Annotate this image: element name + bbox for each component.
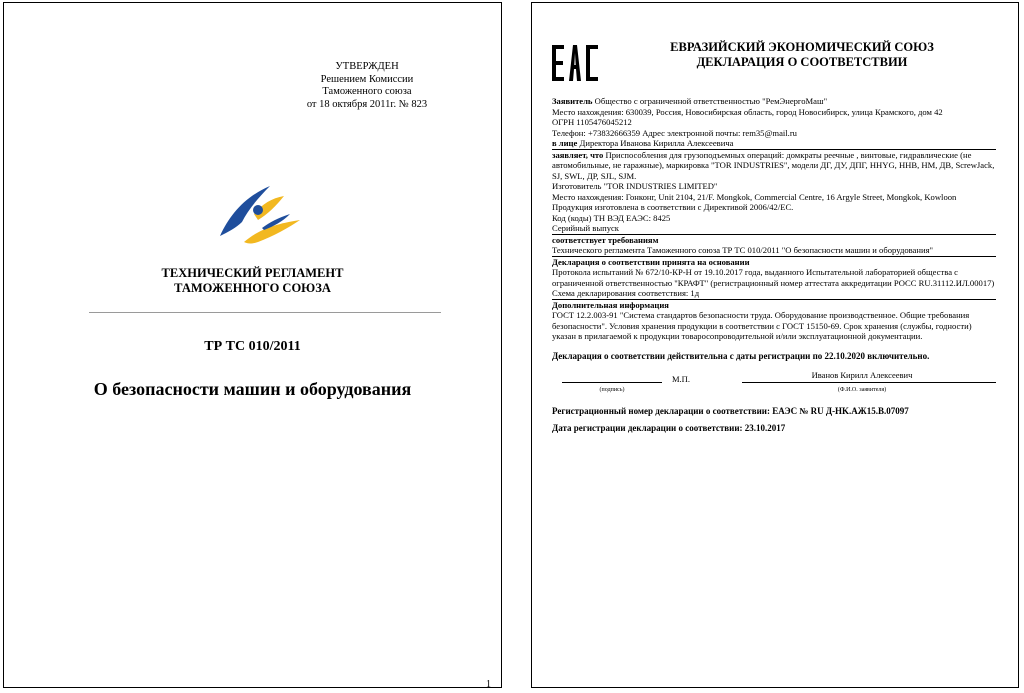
eac-mark-icon xyxy=(550,43,600,83)
regulation-number: ТР ТС 010/2011 xyxy=(204,339,301,354)
batch-type: Серийный выпуск xyxy=(552,223,619,233)
declaration-scheme: Схема декларирования соответствия: 1д xyxy=(552,288,700,298)
registration-date: Дата регистрации декларации о соответствии: 23.10.2017 xyxy=(552,422,786,433)
name-caption: (Ф.И.О. заявителя) xyxy=(837,387,887,393)
basis-label: Декларация о соответствии принята на основании xyxy=(552,256,750,267)
hs-code: Код (коды) ТН ВЭД ЕАЭС: 8425 xyxy=(552,212,671,223)
applicant-line: Заявитель Общество с ограниченной ответственностью "РемЭнергоМаш" xyxy=(552,96,828,106)
signer-name: Иванов Кирилл Алексеевич xyxy=(811,370,913,380)
signature-row xyxy=(552,370,996,396)
applicant-contacts: Телефон: +73832666359 Адрес электронной почты: rem35@mail.ru xyxy=(552,127,797,138)
regulation-cover-page xyxy=(3,2,502,688)
validity-statement: Декларация о соответствии действительна с даты регистрации по 22.10.2020 включительно. xyxy=(552,350,930,361)
declares-text: заявляет, что Приспособления для грузоподъемных операций: домкраты реечные , винтовые, гидравлические (не автомобильные, не гаражные), маркировка "TOR INDUSTRIES", модели ДГ, ДУ, ДПГ, HHYG, HHB, HM, ДВ, ScrewJack, SJ, SWL, ДР, SJL, SJM. xyxy=(552,149,995,181)
manufacturer: Изготовитель "TOR INDUSTRIES LIMITED" xyxy=(552,181,718,191)
applicant-ogrn: ОГРН 1105476045212 xyxy=(552,117,632,127)
stamp-placeholder: М.П. xyxy=(672,374,690,384)
customs-union-emblem-icon xyxy=(218,184,302,244)
additional-text: ГОСТ 12.2.003-91 "Система стандартов безопасности труда. Оборудование производственное. Общие требования безопасности". Условия хранения продукции в соответствии с ГОСТ 15150-69. Срок хранения (службы, годности) указан в прилагаемой к продукции товаросопроводительной и/или эксплуатационной документации. xyxy=(552,310,972,341)
manufacturer-address: Место нахождения: Гонконг, Unit 2104, 21/F. Mongkok, Commercial Centre, 16 Argyle Street, Mongkok, Kowloon xyxy=(552,191,957,202)
applicant-address: Место нахождения: 630039, Россия, Новосибирская область, город Новосибирск, улица Крамского, дом 42 xyxy=(552,106,943,117)
approval-line: Решением Комиссии xyxy=(320,73,414,85)
page-number: 1 xyxy=(486,679,491,690)
signature-caption: (подпись) xyxy=(599,387,625,393)
declaration-page xyxy=(531,2,1019,688)
approval-line: от 18 октября 2011г. № 823 xyxy=(306,98,428,110)
approval-block xyxy=(267,61,467,111)
regulation-subject: О безопасности машин и оборудования xyxy=(93,379,412,399)
approval-line: УТВЕРЖДЕН xyxy=(335,61,399,72)
applicant-person: в лице Директора Иванова Кирилла Алексеевича xyxy=(552,138,734,148)
name-line xyxy=(742,382,996,383)
directive: Продукция изготовлена в соответствии с Директивой 2006/42/EC. xyxy=(552,202,794,212)
declaration-header: ЕВРАЗИЙСКИЙ ЭКОНОМИЧЕСКИЙ СОЮЗ ДЕКЛАРАЦИЯ О СООТВЕТСТВИИ xyxy=(670,40,934,69)
registration-number: Регистрационный номер декларации о соответствии: ЕАЭС № RU Д-HK.АЖ15.В.07097 xyxy=(552,406,909,416)
complies-text: Технического регламента Таможенного союза ТР ТС 010/2011 "О безопасности машин и оборудования" xyxy=(552,245,934,255)
regulation-title: ТЕХНИЧЕСКИЙ РЕГЛАМЕНТ ТАМОЖЕННОГО СОЮЗА xyxy=(161,266,344,295)
basis-text: Протокола испытаний № 672/10-КР-Н от 19.10.2017 года, выданного Испытательной лабораторией общества с ограниченной ответственностью "КРАФТ" (регистрационный номер аттестата аккредитации РОСС RU.31112.ИЛ.00017) xyxy=(552,267,995,288)
additional-label: Дополнительная информация xyxy=(552,299,669,310)
signature-line xyxy=(562,382,662,383)
approval-line: Таможенного союза xyxy=(322,86,412,97)
complies-label: соответствует требованиям xyxy=(552,234,659,245)
divider xyxy=(89,312,441,313)
declaration-body xyxy=(552,96,996,433)
